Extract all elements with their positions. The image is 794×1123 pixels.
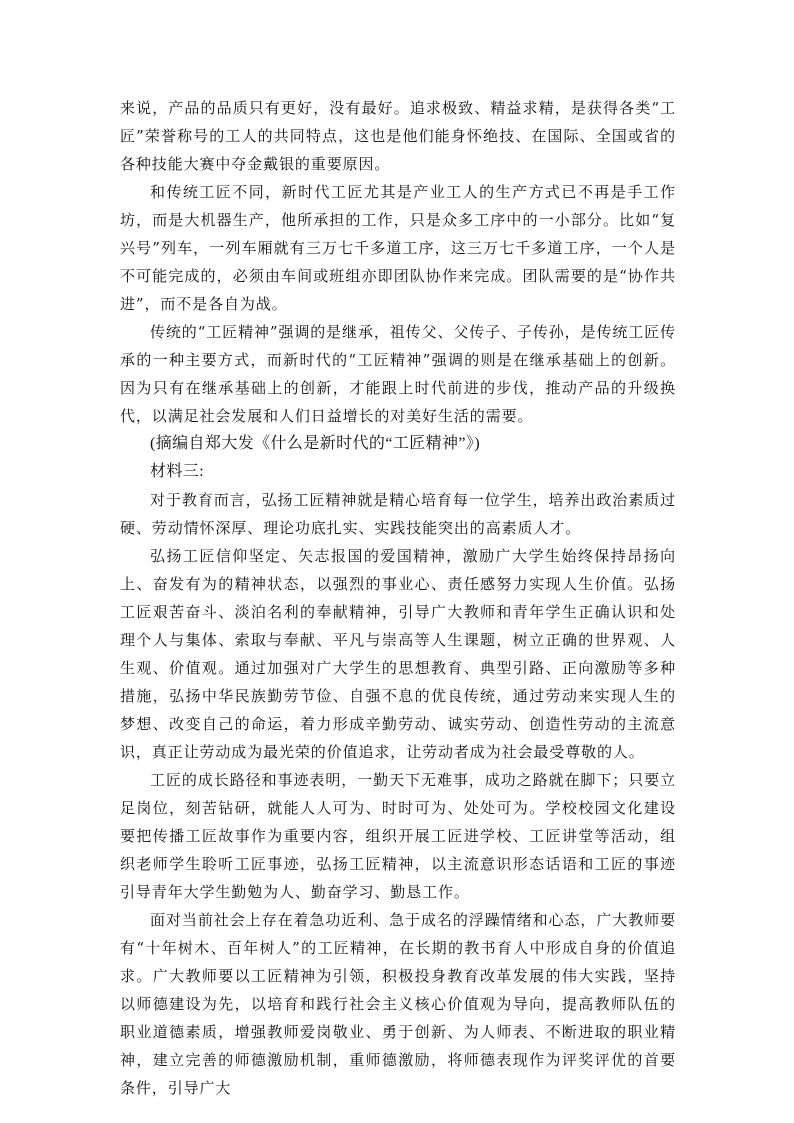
- paragraph-new-era-craftsmen: 和传统工匠不同，新时代工匠尤其是产业工人的生产方式已不再是手工作坊，而是大机器生产，他所承担的工作，只是众多工序中的一小部分。比如“复兴号”列车，一列车厢就有三万七千多道工序，这三万七千多道工序，一个人是不可能完成的，必须由车间或班组亦即团队协作来完成。团队需要的是“协作共进”，而不是各自为战。: [120, 183, 677, 313]
- document-page: [120, 94, 676, 1102]
- paragraph-inheritance-innovation: 传统的“工匠精神”强调的是继承，祖传父、父传子、子传孙，是传统工匠传承的一种主要方式，而新时代的“工匠精神”强调的则是在继承基础上的创新。因为只有在继承基础上的创新，才能跟上时代前进的步伐，推动产品的升级换代，以满足社会发展和人们日益增长的对美好生活的需要。: [120, 323, 676, 425]
- section-label-material-three: 材料三:: [150, 463, 205, 480]
- paragraph-campus-culture: 工匠的成长路径和事迹表明，一勤天下无难事，成功之路就在脚下；只要立足岗位，刻苦钻研，就能人人可为、时时可为、处处可为。学校校园文化建设要把传播工匠故事作为重要内容，组织开展工匠进学校、工匠讲堂等活动，组织老师学生聆听工匠事迹，弘扬工匠精神，以主流意识形态话语和工匠的事迹引导青年大学生勤勉为人、勤奋学习、勤恳工作。: [120, 771, 676, 901]
- paragraph-patriotism-dedication: 弘扬工匠信仰坚定、矢志报国的爱国精神，激励广大学生始终保持昂扬向上、奋发有为的精神状态，以强烈的事业心、责任感努力实现人生价值。弘扬工匠艰苦奋斗、淡泊名利的奉献精神，引导广大教师和青年学生正确认识和处理个人与集体、索取与奉献、平凡与崇高等人生课题，树立正确的世界观、人生观、价值观。通过加强对广大学生的思想教育、典型引路、正向激励等多种措施，弘扬中华民族勤劳节俭、自强不息的优良传统，通过劳动来实现人生的梦想、改变自己的命运，着力形成辛勤劳动、诚实劳动、创造性劳动的主流意识，真正让劳动成为最光荣的价值追求，让劳动者成为社会最受尊敬的人。: [120, 547, 676, 761]
- paragraph-continued: 来说，产品的品质只有更好，没有最好。追求极致、精益求精，是获得各类“工匠”荣誉称号的工人的共同特点，这也是他们能身怀绝技、在国际、全国或省的各种技能大赛中夺金戴银的重要原因。: [120, 99, 677, 173]
- source-note: (摘编自郑大发《什么是新时代的“工匠精神”》): [150, 435, 481, 452]
- paragraph-education: 对于教育而言，弘扬工匠精神就是精心培育每一位学生，培养出政治素质过硬、劳动情怀深厚、理论功底扎实、实践技能突出的高素质人才。: [120, 491, 676, 537]
- paragraph-teachers: 面对当前社会上存在着急功近利、急于成名的浮躁情绪和心态，广大教师要有“十年树木、百年树人”的工匠精神，在长期的教书育人中形成自身的价值追求。广大教师要以工匠精神为引领，积极投身教育改革发展的伟大实践，坚持以师德建设为先，以培育和践行社会主义核心价值观为导向，提高教师队伍的职业道德素质，增强教师爱岗敬业、勇于创新、为人师表、不断进取的职业精神，建立完善的师德激励机制，重师德激励，将师德表现作为评奖评优的首要条件，引导广大: [120, 911, 676, 1097]
